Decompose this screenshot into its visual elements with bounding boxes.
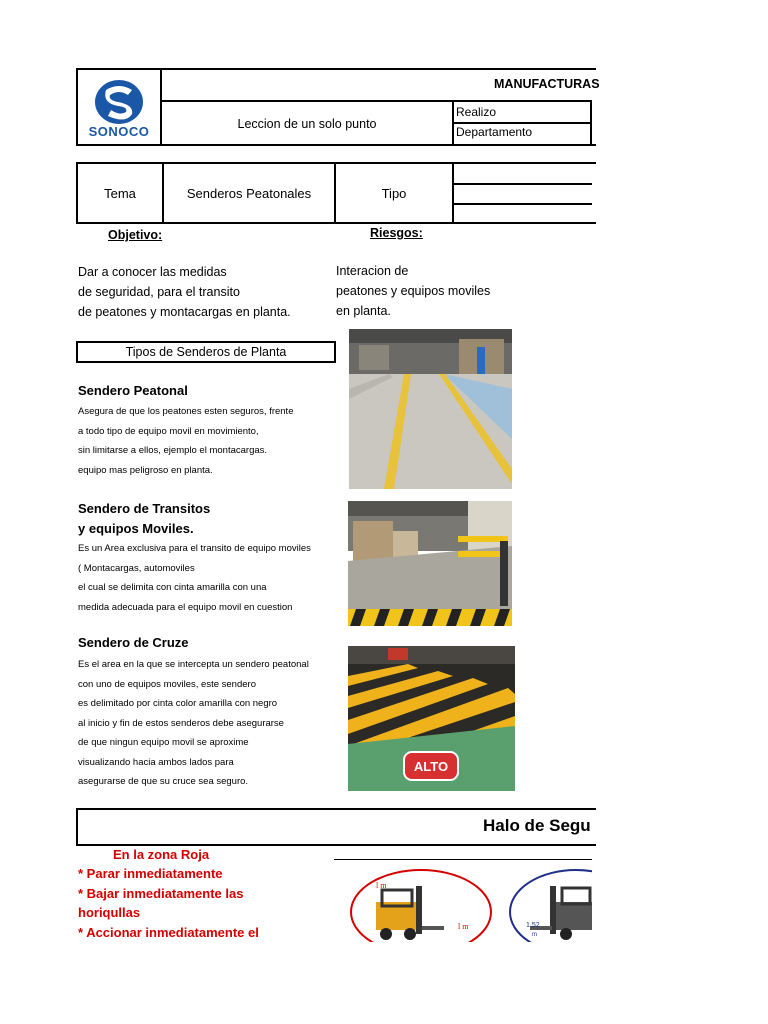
tema-value: Senderos Peatonales [186,185,312,201]
dim-label: m [532,932,537,938]
riesgos-heading: Riesgos: [370,226,423,240]
section-body: Es el area en la que se intercepta un sendero peatonal con uno de equipos moviles, este sendero es delimitado por cinta color amarilla con negro al inicio y fin de estos senderos debe asegurarse de que ningun equipo movil se aproxime visualizando hacia ambos lados para asegurarse de que su cruce sea seguro. [78,659,309,787]
objetivo-heading: Objetivo: [108,228,163,242]
header-right-edge [590,100,592,146]
topic-div-3 [452,162,454,224]
header-divider-h2 [452,122,592,124]
halo-separator [334,859,592,860]
red-zone-heading: En la zona Roja [113,847,210,862]
tipos-heading: Tipos de Senderos de Planta [76,341,336,363]
objetivo-line: de seguridad, para el transito [78,285,240,299]
departamento-label: Departamento [456,125,533,139]
photo-pedestrian-walkway [349,329,512,489]
riesgos-line: peatones y equipos moviles [336,284,491,298]
topic-div-h2 [452,203,592,205]
section-body: Asegura de que los peatones esten seguros, frente a todo tipo de equipo movil en movimiento, sin limitarse a ellos, ejemplo el montacargas. equipo mas peligroso en planta. [78,406,294,476]
tipo-label: Tipo [381,185,407,201]
forklift-halo-blue [506,864,592,942]
sonoco-logo [82,76,156,140]
halo-title: Halo de Segu [483,816,591,835]
section-title: Sendero de Cruze [78,635,189,650]
riesgos-line: en planta. [336,304,391,318]
logo-text: SONOCO [88,124,150,139]
section-title: Sendero Peatonal [78,383,188,398]
photo-vehicle-lane [348,501,512,626]
riesgos-text [336,261,586,321]
alto-stop-sign [403,751,459,781]
alto-text: ALTO [413,758,449,774]
objetivo-line: Dar a conocer las medidas [78,265,227,279]
objetivo-text [78,262,328,322]
tema-label: Tema [104,185,136,201]
dim-label: l m [376,881,387,890]
company-title: MANUFACTURAS [494,77,600,91]
photo-crossing [348,646,515,791]
riesgos-line: Interacion de [336,264,409,278]
objetivo-line: de peatones y montacargas en planta. [78,305,291,319]
dim-label: l m [458,922,469,931]
red-zone-instructions: * Parar inmediatamente * Bajar inmediatamente las horiqullas * Accionar inmediatamente el [78,866,259,940]
lesson-title: Leccion de un solo punto [237,117,377,131]
realizo-label: Realizo [456,105,497,119]
section-body: Es un Area exclusiva para el transito de equipo moviles ( Montacargas, automoviles el cual se delimita con cinta amarilla con una medida adecuada para el equipo movil en cuestion [78,543,311,613]
topic-div-h1 [452,183,592,185]
section-title: Sendero de Transitos y equipos Moviles. [78,501,211,536]
forklift-halo-red [346,864,492,942]
dim-label: 1.52 [526,922,540,929]
